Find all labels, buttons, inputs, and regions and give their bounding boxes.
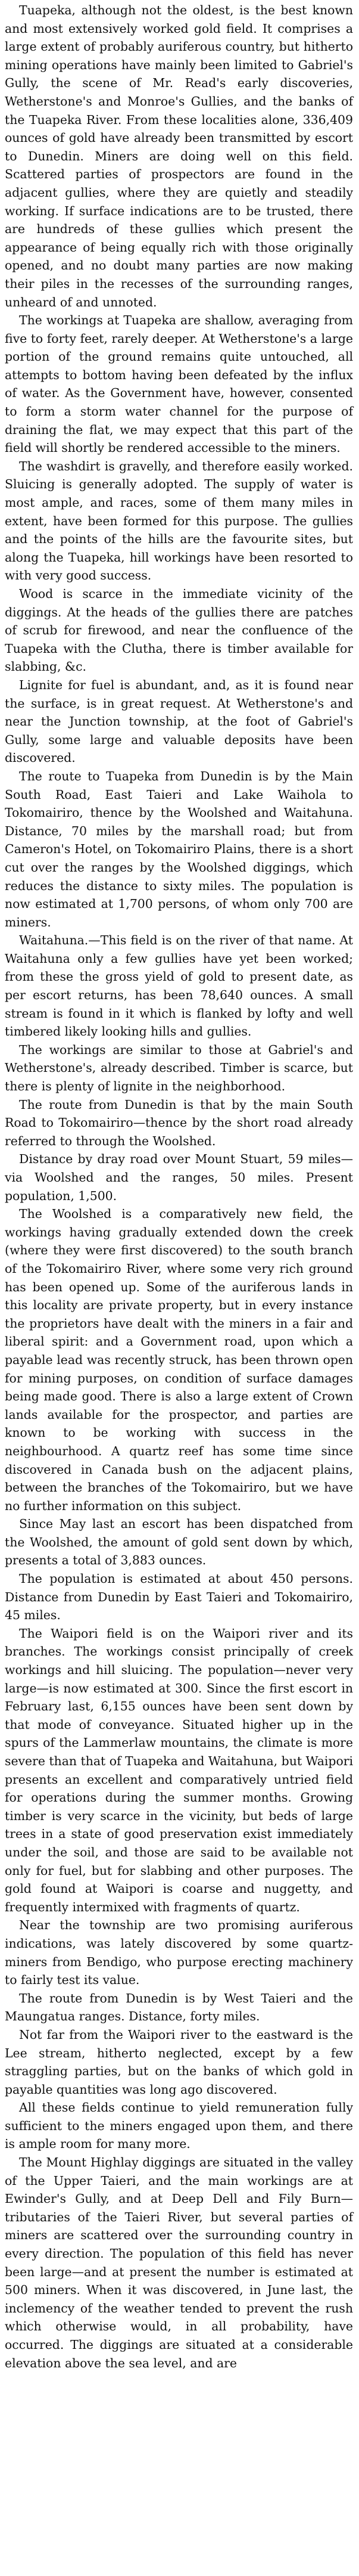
paragraph-tuapeka-washdirt: The washdirt is gravelly, and therefore easily worked. Sluicing is generally adopted. The supply of water is most ample, and races, some of them many miles in extent, have been formed for this purpose. The gullies and the points of the hills are the favourite sites, but along the Tuapeka, hill workings have been resorted to with very good success. [5, 458, 353, 583]
paragraph-waipori-intro: The Waipori field is on the Waipori river and its branches. The workings consist principally of creek workings and hill sluicing. The population—never very large—is now estimated at 300. Since the first escort in February last, 6,155 ounces have been sent down by that mode of conveyance. Situated higher up in the spurs of the Lammerlaw mountains, the climate is more severe than that of Tuapeka and Waitahuna, but Waipori presents an excellent and comparatively untried field for operations during the summer months. Growing timber is very scarce in the vicinity, but beds of large trees in a state of good preservation exist immediately under the soil, and those are said to be available not only for fuel, but for slabbing and other purposes. The gold found at Waipori is coarse and nuggetty, and frequently intermixed with fragments of quartz. [5, 1626, 353, 1914]
paragraph-tuapeka-wood: Wood is scarce in the immediate vicinity of the diggings. At the heads of the gullies there are patches of scrub for firewood, and near the confluence of the Tuapeka with the Clutha, there is timber available for slabbing, &c. [5, 587, 353, 674]
paragraph-lee-stream: Not far from the Waipori river to the eastward is the Lee stream, hitherto neglected, except by a few straggling parties, but on the banks of which gold in payable quantities was long ago discovered. [5, 2027, 353, 2097]
paragraph-woolshed-intro: The Woolshed is a comparatively new field, the workings having gradually extended down the creek (where they were first discovered) to the south branch of the Tokomairiro River, where some very rich ground has been opened up. Some of the auriferous lands in this locality are private property, but in every instance the proprietors have dealt with the miners in a fair and liberal spirit: and a Government road, upon which a payable lead was recently struck, has been thrown open for mining purposes, on condition of surface damages being made good. There is also a large extent of Crown lands available for the prospector, and parties are known to be working with success in the neighbourhood. A quartz reef has some time since discovered in Canada bush on the adjacent plains, between the branches of the Tokomairiro, but we have no further information on this subject. [5, 1207, 353, 1513]
paragraph-tuapeka-lignite: Lignite for fuel is abundant, and, as it is found near the surface, is in great request. At Wetherstone's and near the Junction township, at the foot of Gabriel's Gully, some large and valuable deposits have been discovered. [5, 677, 353, 765]
paragraph-woolshed-population: The population is estimated at about 450 persons. Distance from Dunedin by East Taieri and Tokomairiro, 45 miles. [5, 1571, 353, 1623]
paragraph-waitahuna-workings: The workings are similar to those at Gabriel's and Wetherstone's, already described. Timber is scarce, but there is plenty of lignite in the neighborhood. [5, 1042, 353, 1094]
paragraph-tuapeka-route: The route to Tuapeka from Dunedin is by the Main South Road, East Taieri and Lake Waihola to Tokomairiro, thence by the Woolshed and Waitahuna. Distance, 70 miles by the marshall road; but from Cameron's Hotel, on Tokomairiro Plains, there is a short cut over the ranges by the Woolshed diggings, which reduces the distance to sixty miles. The population is now estimated at 1,700 persons, of whom only 700 are miners. [5, 768, 353, 929]
paragraph-tuapeka-intro: Tuapeka, although not the oldest, is the best known and most extensively worked gold field. It comprises a large extent of probably auriferous country, but hitherto mining operations have mainly been limited to Gabriel's Gully, the scene of Mr. Read's early discoveries, Wetherstone's and Monroe's Gullies, and the banks of the Tuapeka River. From these localities alone, 336,409 ounces of gold have already been transmitted by escort to Dunedin. Miners are doing well on this field. Scattered parties of prospectors are found in the adjacent gullies, where they are quietly and steadily working. If surface indications are to be trusted, there are hundreds of these gullies which present the appearance of being equally rich with those originally opened, and no doubt many parties are now making their piles in the recesses of the surrounding ranges, unheard of and unnoted. [5, 3, 353, 309]
paragraph-mount-highlay: The Mount Highlay diggings are situated in the valley of the Upper Taieri, and the main workings are at Ewinder's Gully, and at Deep Dell and Fily Burn—tributaries of the Taieri River, but several parties of miners are scattered over the surrounding country in every direction. The population of this field has never been large—and at present the number is estimated at 500 miners. When it was discovered, in June last, the inclemency of the weather tended to prevent the rush which otherwise would, in all probability, have occurred. The diggings are situated at a considerable elevation above the sea level, and are [5, 2155, 353, 2370]
paragraph-waitahuna-route: The route from Dunedin is that by the main South Road to Tokomairiro—thence by the short road already referred to through the Woolshed. [5, 1097, 353, 1148]
paragraph-waipori-route: The route from Dunedin is by West Taieri and the Maungatua ranges. Distance, forty miles. [5, 1991, 353, 2024]
paragraph-tuapeka-workings: The workings at Tuapeka are shallow, averaging from five to forty feet, rarely deeper. At Wetherstone's a large portion of the ground remains quite untouched, all attempts to bottom having been defeated by the influx of water. As the Government have, however, consented to form a storm water channel for the purpose of draining the flat, we may expect that this part of the field will shortly be rendered accessible to the miners. [5, 313, 353, 455]
paragraph-waitahuna-distance: Distance by dray road over Mount Stuart, 59 miles—via Woolshed and the ranges, 50 miles. Present population, 1,500. [5, 1152, 353, 1203]
paragraph-woolshed-escort: Since May last an escort has been dispatched from the Woolshed, the amount of gold sent down by which, presents a total of 3,883 ounces. [5, 1517, 353, 1568]
paragraph-waitahuna-intro: Waitahuna.—This field is on the river of that name. At Waitahuna only a few gullies have yet been worked; from these the gross yield of gold to present date, as per escort returns, has been 78,640 ounces. A small stream is found in it which is flanked by lofty and well timbered likely looking hills and gullies. [5, 933, 353, 1039]
paragraph-fields-summary: All these fields continue to yield remuneration fully sufficient to the miners engaged upon them, and there is ample room for many more. [5, 2100, 353, 2152]
paragraph-waipori-quartz: Near the township are two promising auriferous indications, was lately discovered by some quartz-miners from Bendigo, who purpose erecting machinery to fairly test its value. [5, 1918, 353, 1988]
